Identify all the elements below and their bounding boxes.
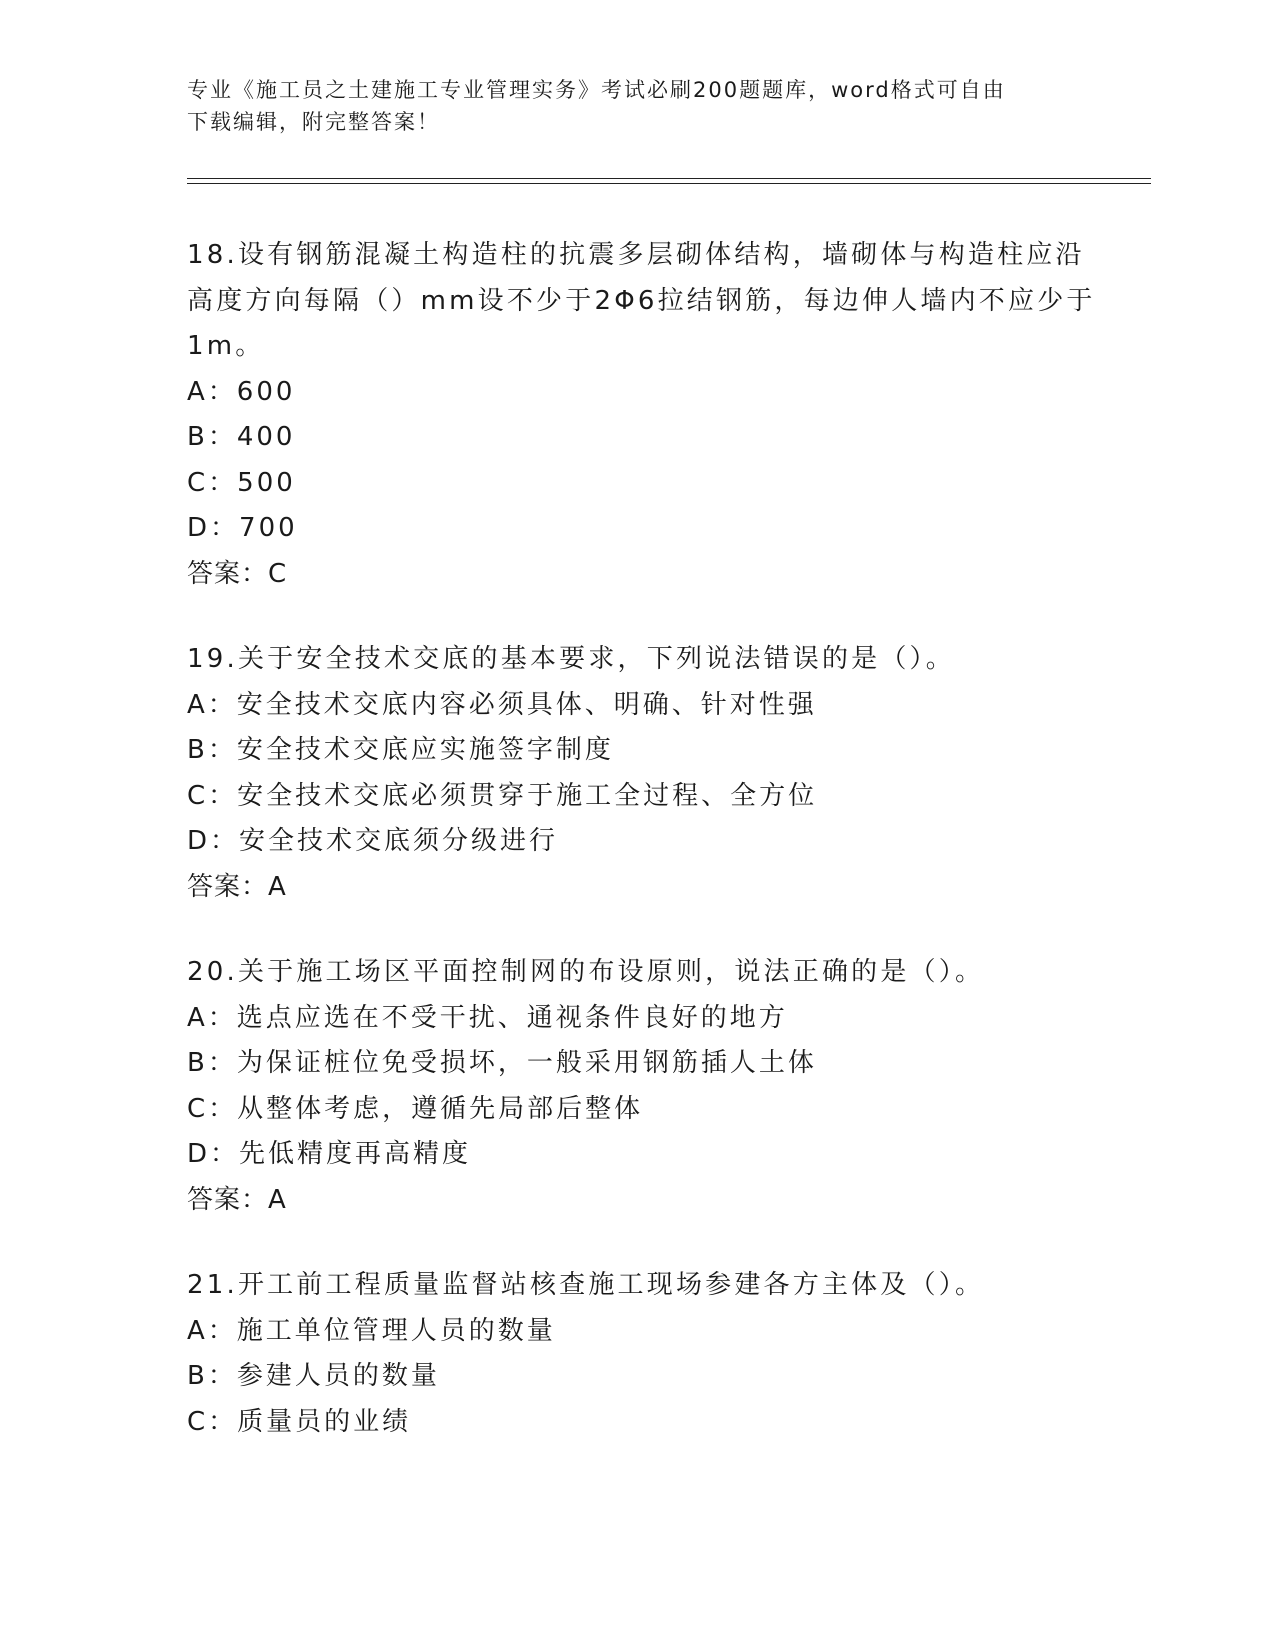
option-d: D：安全技术交底须分级进行 — [187, 826, 559, 856]
answer-line: 答案：A — [187, 1184, 287, 1215]
question-stem — [187, 233, 1096, 370]
question-stem-line: 高度方向每隔（）mm设不少于2Φ6拉结钢筋，每边伸人墙内不应少于 — [187, 285, 1096, 316]
option-a: A：600 — [187, 376, 296, 407]
question-stem-line: 20.关于施工场区平面控制网的布设原则，说法正确的是（）。 — [187, 957, 985, 987]
header-line-2: 下载编辑，附完整答案！ — [187, 110, 440, 134]
option-c: C：质量员的业绩 — [187, 1406, 412, 1437]
option-c: C：安全技术交底必须贯穿于施工全过程、全方位 — [187, 780, 818, 811]
question-stem — [187, 950, 1087, 996]
question-stem — [187, 637, 1087, 683]
option-c: C：从整体考虑，遵循先局部后整体 — [187, 1093, 644, 1124]
answer-line: 答案：A — [187, 871, 287, 902]
question-list — [187, 233, 1096, 1485]
question-stem-line: 18.设有钢筋混凝土构造柱的抗震多层砌体结构，墙砌体与构造柱应沿 — [187, 240, 1085, 270]
option-c: C：500 — [187, 467, 296, 498]
option-a: A：选点应选在不受干扰、通视条件良好的地方 — [187, 1002, 788, 1033]
header-divider-bottom — [187, 183, 1151, 184]
question-19 — [187, 637, 1087, 910]
question-20 — [187, 950, 1087, 1223]
header-divider-top — [187, 178, 1151, 179]
answer-line: 答案：C — [187, 558, 288, 589]
option-a: A：安全技术交底内容必须具体、明确、针对性强 — [187, 689, 817, 720]
document-header — [187, 74, 1087, 138]
option-d: D：先低精度再高精度 — [187, 1139, 472, 1169]
option-b: B：安全技术交底应实施签字制度 — [187, 735, 614, 765]
question-21 — [187, 1263, 1087, 1445]
option-b: B：为保证桩位免受损坏，一般采用钢筋插人土体 — [187, 1048, 817, 1078]
question-stem-line: 21.开工前工程质量监督站核查施工现场参建各方主体及（）。 — [187, 1270, 985, 1300]
option-b: B：400 — [187, 422, 296, 452]
question-18 — [187, 233, 1096, 597]
header-line-1: 专业《施工员之土建施工专业管理实务》考试必刷200题题库，word格式可自由 — [187, 78, 1006, 102]
option-b: B：参建人员的数量 — [187, 1361, 440, 1391]
option-d: D：700 — [187, 513, 298, 543]
question-stem-line: 1m。 — [187, 331, 265, 361]
question-stem — [187, 1263, 1087, 1309]
option-a: A：施工单位管理人员的数量 — [187, 1315, 556, 1346]
question-stem-line: 19.关于安全技术交底的基本要求，下列说法错误的是（）。 — [187, 644, 955, 674]
